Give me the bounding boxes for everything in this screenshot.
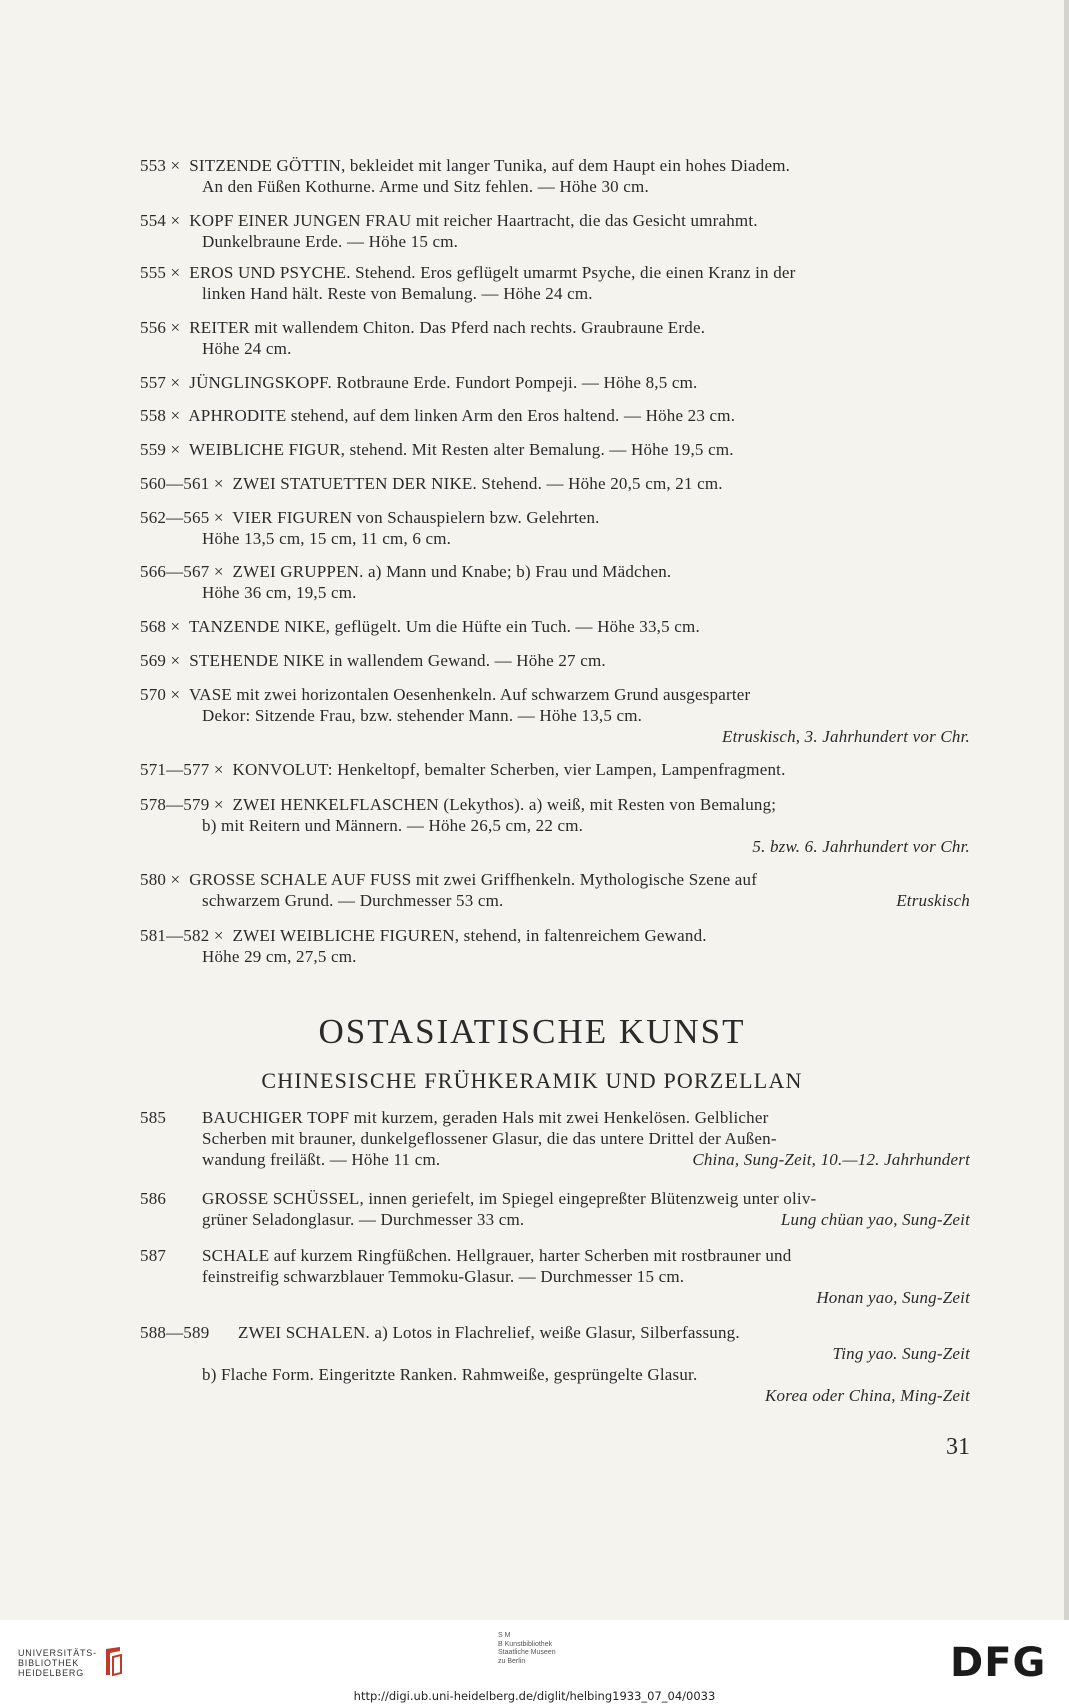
page-edge [1064, 0, 1069, 1620]
catalog-entry-553 [140, 155, 970, 197]
entry-text: ZWEI GRUPPEN. a) Mann und Knabe; b) Frau und Mädchen. [232, 562, 672, 581]
section-subtitle: CHINESISCHE FRÜHKERAMIK UND PORZELLAN [261, 1068, 803, 1093]
catalog-entry-581 [140, 925, 970, 967]
entry-text: VIER FIGUREN von Schauspielern bzw. Gelehrten. [232, 508, 600, 527]
entry-attribution: Etruskisch [896, 891, 970, 910]
entry-text: REITER mit wallendem Chiton. Das Pferd nach rechts. Graubraune Erde. [189, 318, 706, 337]
catalog-entry-566 [140, 561, 970, 603]
library-logo-icon [102, 1645, 124, 1677]
catalog-entry-588 [140, 1322, 970, 1406]
entry-number: 568 × [140, 617, 181, 636]
entry-text: Dunkelbraune Erde. — Höhe 15 cm. [202, 232, 459, 251]
entry-attribution: China, Sung-Zeit, 10.—12. Jahrhundert [692, 1150, 970, 1169]
entry-attribution: 5. bzw. 6. Jahrhundert vor Chr. [752, 837, 970, 856]
entry-attribution: Korea oder China, Ming-Zeit [765, 1386, 970, 1405]
entry-number: 587 [140, 1246, 167, 1265]
entry-text: b) mit Reitern und Männern. — Höhe 26,5 cm, 22 cm. [202, 816, 584, 835]
entry-number: 585 [140, 1108, 167, 1127]
entry-number: 559 × [140, 440, 181, 459]
stamp-line: B Kunstbibliothek [498, 1640, 553, 1648]
entry-text: ZWEI STATUETTEN DER NIKE. Stehend. — Höhe 20,5 cm, 21 cm. [232, 474, 723, 493]
section-title: OSTASIATISCHE KUNST [318, 1012, 746, 1051]
entry-text: feinstreifig schwarzblauer Temmoku-Glasur. — Durchmesser 15 cm. [202, 1267, 685, 1286]
catalog-entry-580 [140, 869, 970, 911]
entry-number: 569 × [140, 651, 181, 670]
entry-number: 571—577 × [140, 760, 224, 779]
entry-text: GROSSE SCHÜSSEL, innen geriefelt, im Spiegel eingepreßter Blütenzweig unter oliv- [202, 1189, 817, 1208]
stamp-line: S M [498, 1632, 511, 1639]
entry-text: WEIBLICHE FIGUR, stehend. Mit Resten alter Bemalung. — Höhe 19,5 cm. [188, 440, 734, 459]
permalink-url[interactable]: http://digi.ub.uni-heidelberg.de/diglit/helbing1933_07_04/0033 [353, 1689, 716, 1703]
library-line: HEIDELBERG [18, 1668, 85, 1678]
entry-text: ZWEI SCHALEN. a) Lotos in Flachrelief, weiße Glasur, Silberfassung. [238, 1323, 740, 1342]
entry-text: SCHALE auf kurzem Ringfüßchen. Hellgrauer, harter Scherben mit rostbrauner und [202, 1246, 792, 1265]
library-line: BIBLIOTHEK [18, 1658, 80, 1668]
dfg-logo: DFG [950, 1640, 1047, 1686]
entry-number: 562—565 × [140, 508, 224, 527]
entry-attribution: Lung chüan yao, Sung-Zeit [780, 1210, 970, 1229]
entry-attribution: Ting yao. Sung-Zeit [832, 1344, 970, 1363]
catalog-entry-558 [140, 405, 970, 426]
entry-text: GROSSE SCHALE AUF FUSS mit zwei Griffhenkeln. Mythologische Szene auf [189, 870, 758, 889]
entry-text: Höhe 13,5 cm, 15 cm, 11 cm, 6 cm. [202, 529, 452, 548]
entry-text: ZWEI WEIBLICHE FIGUREN, stehend, in faltenreichem Gewand. [232, 926, 707, 945]
entry-number: 578—579 × [140, 795, 224, 814]
stamp-line: Staatliche Museen [498, 1649, 556, 1656]
entry-text: STEHENDE NIKE in wallendem Gewand. — Höhe 27 cm. [189, 651, 606, 670]
entry-text: APHRODITE stehend, auf dem linken Arm den Eros haltend. — Höhe 23 cm. [188, 406, 736, 425]
catalog-entry-556 [140, 317, 970, 359]
library-name [18, 1648, 97, 1678]
catalog-entry-570 [140, 684, 970, 747]
entry-text: SITZENDE GÖTTIN, bekleidet mit langer Tunika, auf dem Haupt ein hohes Diadem. [189, 156, 791, 175]
catalog-entry-569 [140, 650, 970, 671]
library-line: UNIVERSITÄTS- [18, 1648, 97, 1658]
entry-text: Scherben mit brauner, dunkelgeflossener Glasur, die das untere Drittel der Außen- [202, 1129, 777, 1148]
entry-number: 555 × [140, 263, 181, 282]
entry-text: KONVOLUT: Henkeltopf, bemalter Scherben, vier Lampen, Lampenfragment. [232, 760, 786, 779]
stamp-line: zu Berlin [498, 1657, 526, 1665]
catalog-entry-587 [140, 1245, 970, 1308]
entry-text: JÜNGLINGSKOPF. Rotbraune Erde. Fundort Pompeji. — Höhe 8,5 cm. [189, 373, 698, 392]
museum-stamp [498, 1632, 556, 1666]
entry-text: linken Hand hält. Reste von Bemalung. — Höhe 24 cm. [202, 284, 593, 303]
entry-number: 558 × [140, 406, 181, 425]
entry-attribution: Etruskisch, 3. Jahrhundert vor Chr. [722, 727, 970, 746]
entry-number: 557 × [140, 373, 181, 392]
entry-number: 554 × [140, 211, 181, 230]
entry-attribution: Honan yao, Sung-Zeit [816, 1288, 970, 1307]
entry-text: wandung freiläßt. — Höhe 11 cm. [202, 1150, 441, 1169]
entry-number: 580 × [140, 870, 181, 889]
entry-text: Höhe 29 cm, 27,5 cm. [202, 947, 357, 966]
catalog-entry-578 [140, 794, 970, 857]
entry-text: Dekor: Sitzende Frau, bzw. stehender Mann. — Höhe 13,5 cm. [202, 706, 643, 725]
catalog-entry-571 [140, 759, 970, 780]
entry-text: ZWEI HENKELFLASCHEN (Lekythos). a) weiß, mit Resten von Bemalung; [232, 795, 777, 814]
entry-number: 570 × [140, 685, 181, 704]
entry-number: 556 × [140, 318, 181, 337]
entry-number: 560—561 × [140, 474, 224, 493]
page-number: 31 [946, 1434, 970, 1460]
entry-text: EROS UND PSYCHE. Stehend. Eros geflügelt umarmt Psyche, die einen Kranz in der [189, 263, 796, 282]
entry-text: Höhe 36 cm, 19,5 cm. [202, 583, 357, 602]
catalog-entry-585 [140, 1107, 970, 1170]
entry-number: 581—582 × [140, 926, 224, 945]
entry-text: KOPF EINER JUNGEN FRAU mit reicher Haartracht, die das Gesicht umrahmt. [189, 211, 758, 230]
catalog-entry-568 [140, 616, 970, 637]
catalog-entry-559 [140, 439, 970, 460]
entry-text: BAUCHIGER TOPF mit kurzem, geraden Hals mit zwei Henkelösen. Gelblicher [202, 1108, 769, 1127]
entry-text: b) Flache Form. Eingeritzte Ranken. Rahmweiße, gesprüngelte Glasur. [202, 1365, 698, 1384]
catalog-entry-554 [140, 210, 970, 252]
catalog-entry-562 [140, 507, 970, 549]
entry-text: schwarzem Grund. — Durchmesser 53 cm. [202, 891, 504, 910]
entry-text: VASE mit zwei horizontalen Oesenhenkeln. Auf schwarzem Grund ausgesparter [188, 685, 751, 704]
entry-number: 566—567 × [140, 562, 224, 581]
catalog-entry-555 [140, 262, 970, 304]
entry-text: grüner Seladonglasur. — Durchmesser 33 cm. [202, 1210, 525, 1229]
entry-number: 588—589 [140, 1323, 210, 1342]
catalog-entry-586 [140, 1188, 970, 1230]
catalog-entry-557 [140, 372, 970, 393]
entry-number: 553 × [140, 156, 181, 175]
entry-text: An den Füßen Kothurne. Arme und Sitz fehlen. — Höhe 30 cm. [202, 177, 649, 196]
catalog-entry-560 [140, 473, 970, 494]
entry-text: Höhe 24 cm. [202, 339, 292, 358]
entry-number: 586 [140, 1189, 167, 1208]
entry-text: TANZENDE NIKE, geflügelt. Um die Hüfte ein Tuch. — Höhe 33,5 cm. [188, 617, 700, 636]
